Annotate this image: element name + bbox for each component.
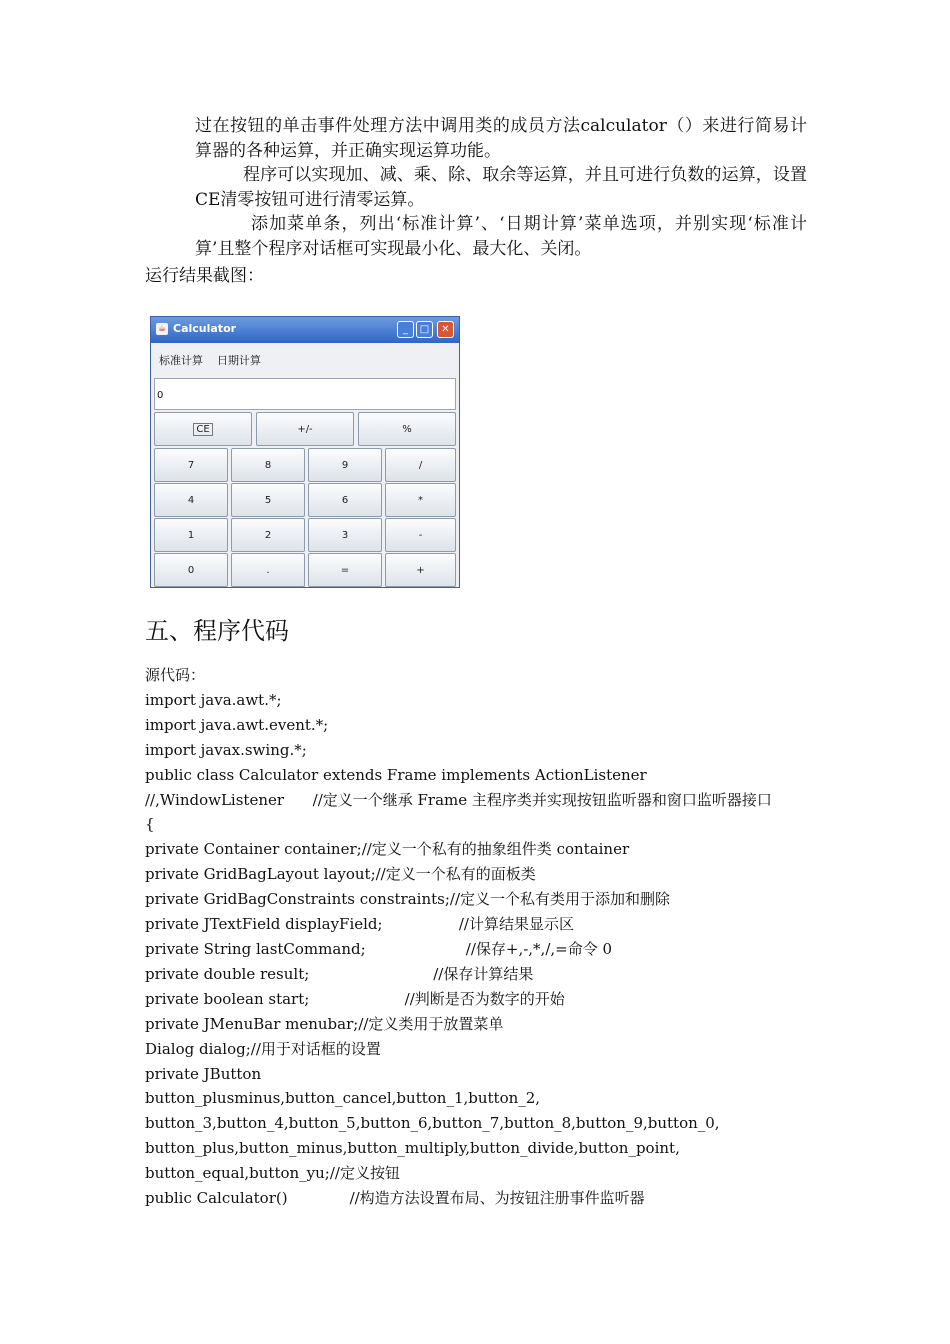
code-line: private boolean start; //判断是否为数字的开始 <box>145 989 565 1008</box>
window-title: Calculator <box>173 322 237 335</box>
screenshot-caption: 运行结果截图： <box>145 266 264 286</box>
key-0[interactable]: 0 <box>154 553 228 587</box>
code-line: Dialog dialog;//用于对话框的设置 <box>145 1039 381 1058</box>
key-9[interactable]: 9 <box>308 448 382 482</box>
key-4[interactable]: 4 <box>154 483 228 517</box>
code-line: import java.awt.*; <box>145 690 282 709</box>
key-5[interactable]: 5 <box>231 483 305 517</box>
code-line: 源代码： <box>145 666 206 684</box>
code-line: private JButton <box>145 1064 262 1083</box>
code-line: private double result; //保存计算结果 <box>145 964 534 983</box>
menu-date[interactable]: 日期计算 <box>217 354 261 367</box>
paragraph-operations: 程序可以实现加、减、乘、除、取余等运算，并且可进行负数的运算，设置CE清零按钮可进行清零运算。 <box>195 165 807 210</box>
code-line: private JTextField displayField; //计算结果显示区 <box>145 915 574 934</box>
code-line: private GridBagLayout layout;//定义一个私有的面板类 <box>145 865 536 884</box>
menubar <box>151 343 459 377</box>
code-line: import javax.swing.*; <box>145 740 307 759</box>
menu-standard[interactable]: 标准计算 <box>159 354 203 367</box>
key-2[interactable]: 2 <box>231 518 305 552</box>
code-line: { <box>145 815 155 834</box>
ce-button[interactable] <box>154 412 252 446</box>
code-line: import java.awt.event.*; <box>145 715 329 734</box>
key-3[interactable]: 3 <box>308 518 382 552</box>
key-plus[interactable]: + <box>385 553 456 587</box>
key-equals[interactable]: = <box>308 553 382 587</box>
percent-button[interactable]: % <box>358 412 456 446</box>
ce-label: CE <box>193 423 212 436</box>
paragraph-menu: 添加菜单条，列出‘标准计算’、‘日期计算’菜单选项，并别实现‘标准计算’且整个程序对话框可实现最小化、最大化、关闭。 <box>195 214 807 259</box>
minimize-icon[interactable]: _ <box>397 321 414 338</box>
maximize-icon[interactable]: □ <box>416 321 433 338</box>
code-line: button_equal,button_yu;//定义按钮 <box>145 1164 400 1183</box>
code-line: private JMenuBar menubar;//定义类用于放置菜单 <box>145 1014 504 1033</box>
key-7[interactable]: 7 <box>154 448 228 482</box>
key-divide[interactable]: / <box>385 448 456 482</box>
key-point[interactable]: . <box>231 553 305 587</box>
code-line: private GridBagConstraints constraints;//定义一个私有类用于添加和删除 <box>145 890 671 909</box>
key-multiply[interactable]: * <box>385 483 456 517</box>
section-heading: 五、程序代码 <box>145 617 289 645</box>
code-line: //,WindowListener //定义一个继承 Frame 主程序类并实现按钮监听器和窗口监听器接口 <box>145 790 772 809</box>
code-line: button_plus,button_minus,button_multiply,button_divide,button_point, <box>145 1139 680 1158</box>
paragraph-intro: 过在按钮的单击事件处理方法中调用类的成员方法calculator（）来进行简易计算器的各种运算，并正确实现运算功能。 <box>195 116 807 161</box>
key-minus[interactable]: - <box>385 518 456 552</box>
window-titlebar[interactable] <box>151 317 459 343</box>
code-line: private Container container;//定义一个私有的抽象组件类 container <box>145 840 630 859</box>
java-app-icon: ☕ <box>157 324 167 334</box>
code-line: public Calculator() //构造方法设置布局、为按钮注册事件监听器 <box>145 1189 645 1208</box>
source-code <box>145 663 772 1211</box>
code-line: public class Calculator extends Frame implements ActionListener <box>145 765 647 784</box>
close-icon[interactable]: ✕ <box>437 321 454 338</box>
code-line: button_3,button_4,button_5,button_6,button_7,button_8,button_9,button_0, <box>145 1114 720 1133</box>
code-line: button_plusminus,button_cancel,button_1,button_2, <box>145 1089 541 1108</box>
display-field[interactable]: 0 <box>154 378 456 410</box>
key-1[interactable]: 1 <box>154 518 228 552</box>
code-line: private String lastCommand; //保存+,-,*,/,=命令 0 <box>145 939 613 958</box>
key-6[interactable]: 6 <box>308 483 382 517</box>
calculator-window <box>150 316 460 588</box>
plusminus-button[interactable]: +/- <box>256 412 354 446</box>
key-8[interactable]: 8 <box>231 448 305 482</box>
